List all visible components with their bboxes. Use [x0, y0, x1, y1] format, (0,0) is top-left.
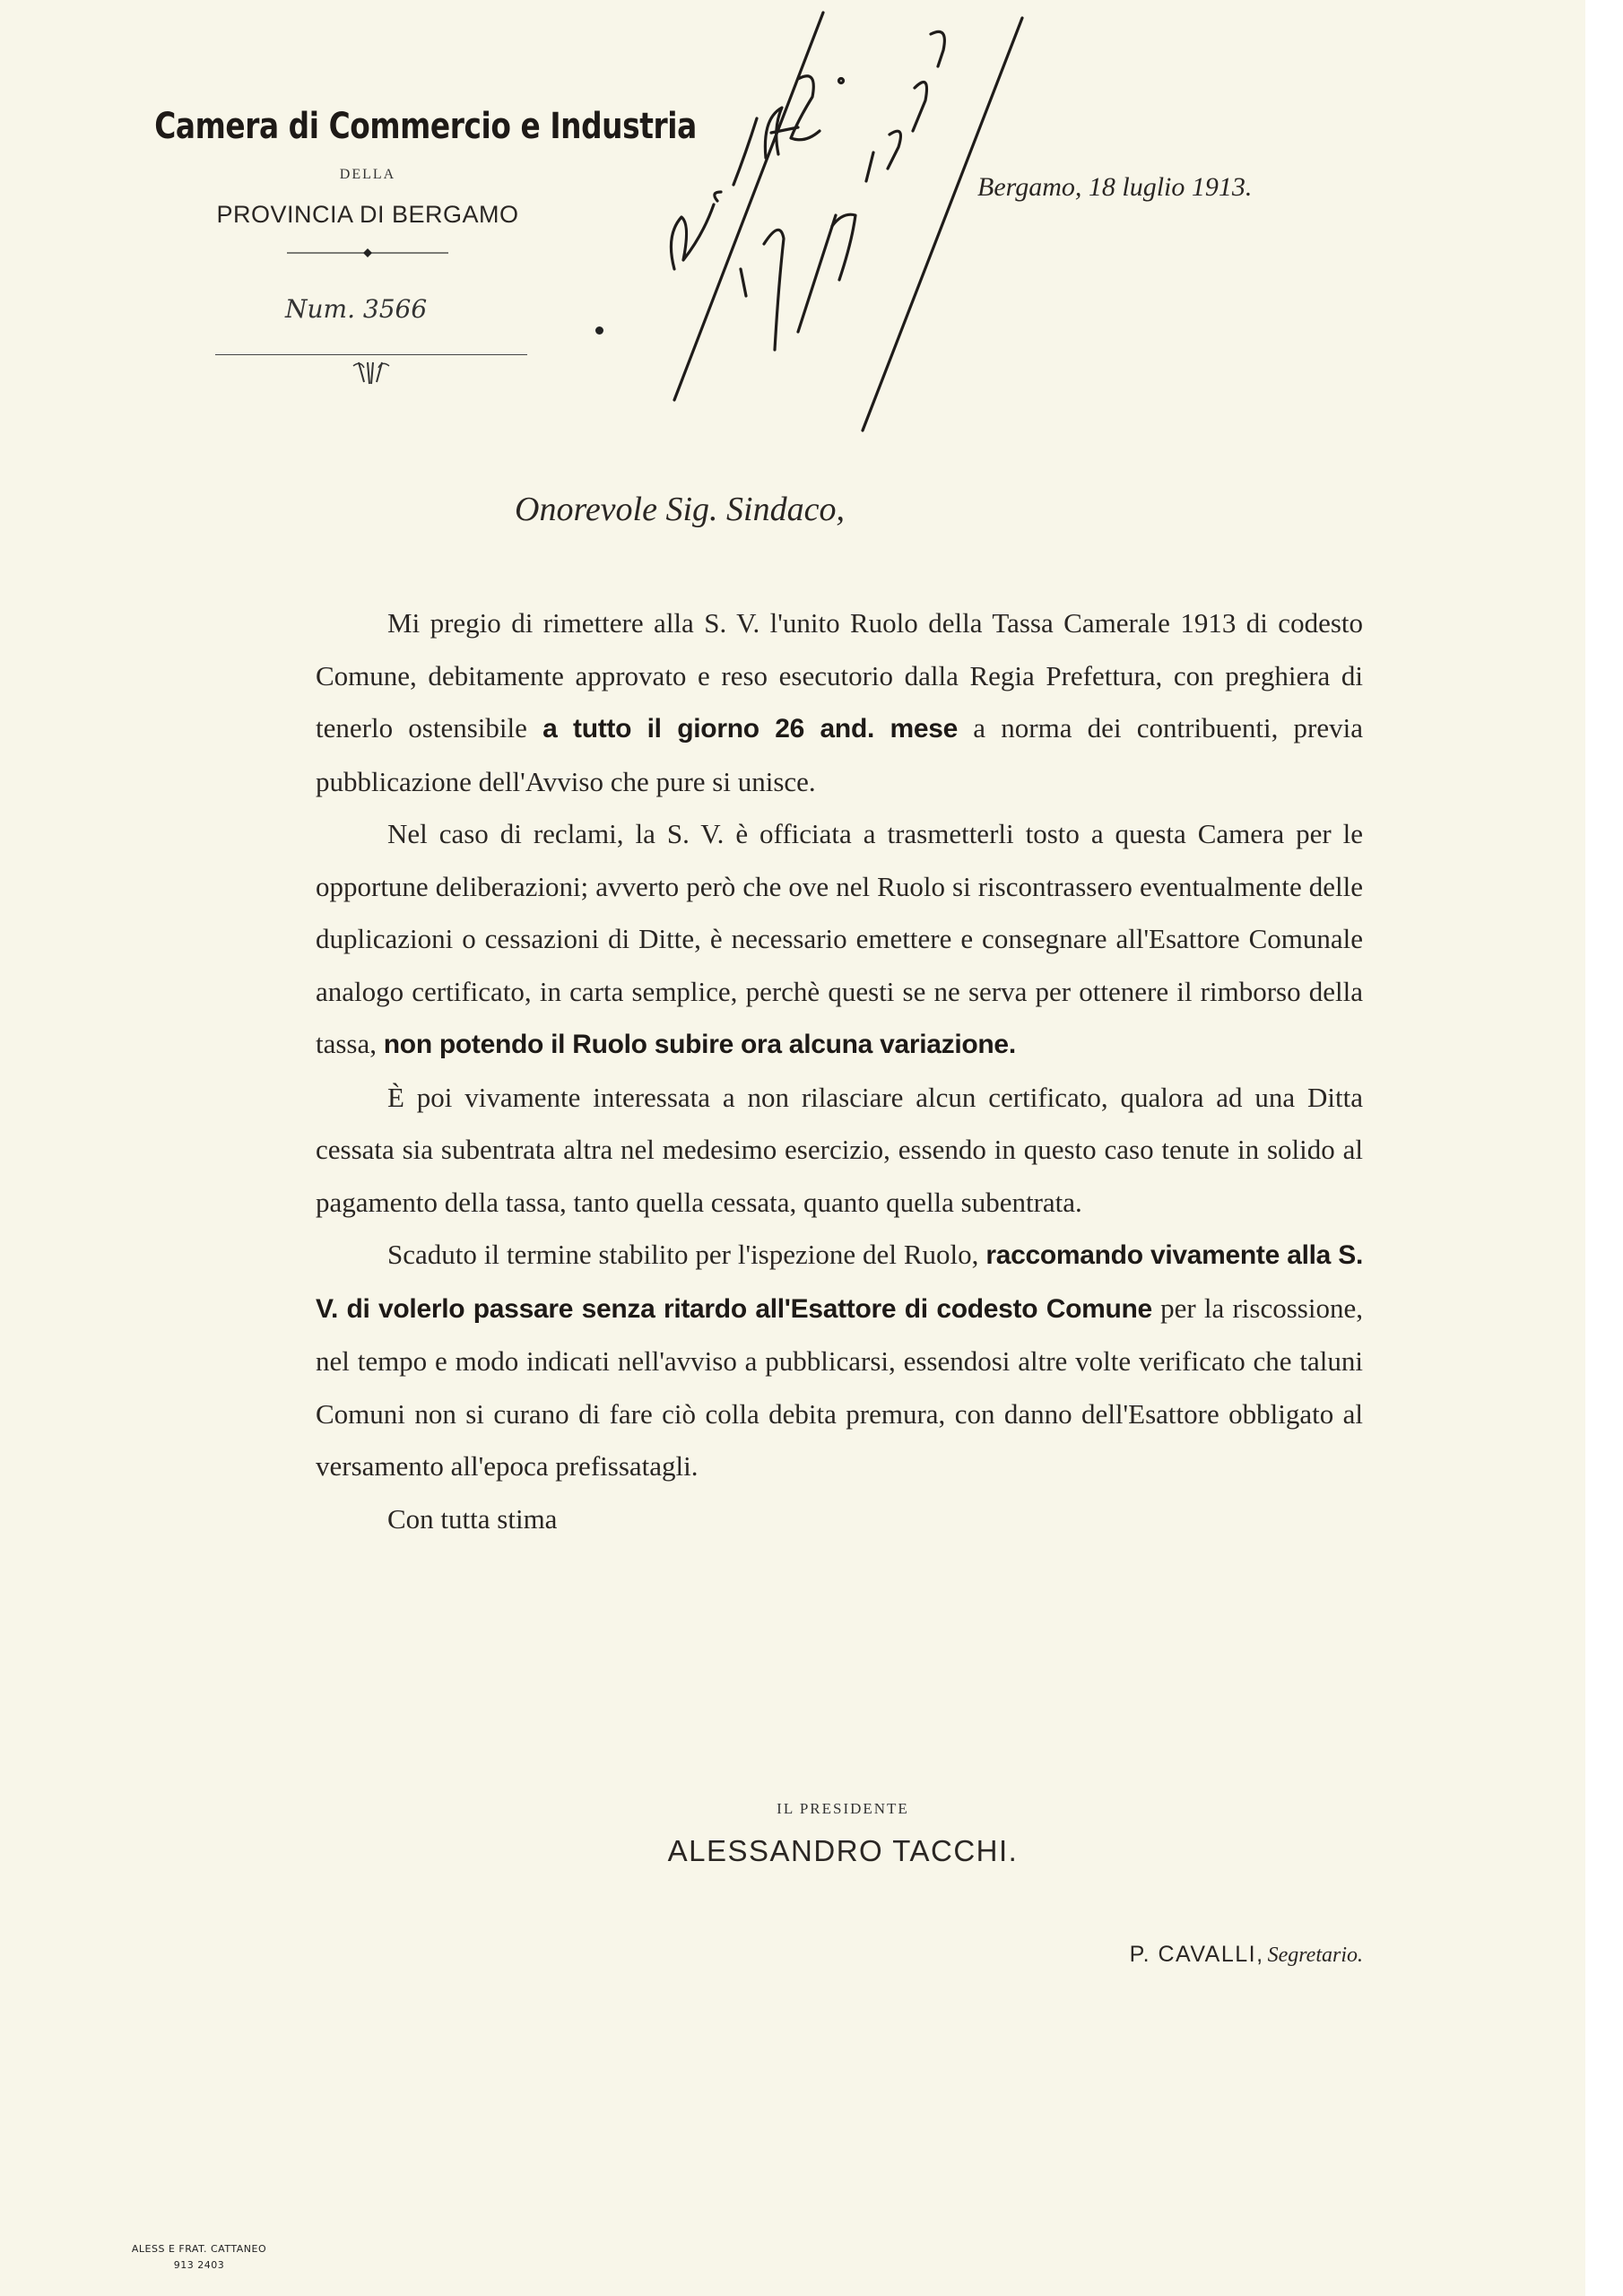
paragraph-2-bold: non potendo il Ruolo subire ora alcuna variazione.: [383, 1030, 1016, 1059]
printer-imprint: [109, 2241, 289, 2274]
paragraph-1: [316, 597, 1363, 808]
closing-line: Con tutta stima: [387, 1502, 558, 1535]
paragraph-1-text-a: Mi pregio di rimettere alla S. V. l'unito Ruolo della Tassa Camerale 1913 di codesto Comune, debitamente approvato e reso esecutorio dalla Regia Prefettura, con preghiera di tenerlo ostensibile: [316, 607, 1363, 744]
secretary-name: P. CAVALLI,: [1129, 1942, 1264, 1967]
paragraph-4-text-b: per la riscossione, nel tempo e modo indicati nell'avviso a pubblicarsi, essendosi altre volte verificato che taluni Comuni non si curano di fare ciò colla debita premura, con danno dell'Esattore obbligato al versamento all'epoca prefissatagli.: [316, 1292, 1363, 1482]
place-and-date: Bergamo, 18 luglio 1913.: [977, 172, 1253, 202]
paragraph-1-bold: a tutto il giorno 26 and. mese: [542, 714, 959, 744]
secretary-role: Segretario.: [1267, 1944, 1363, 1967]
flourish-ornament: [350, 361, 393, 386]
paragraph-3: È poi vivamente interessata a non rilasciare alcun certificato, qualora ad una Ditta cessata sia subentrata altra nel medesimo esercizio, essendo in questo caso tenute in solido al pagamento della tassa, tanto quella cessata, quanto quella subentrata.: [316, 1081, 1363, 1218]
letterhead-organization: Camera di Commercio e Industria: [154, 106, 697, 147]
paragraph-4: [316, 1229, 1363, 1493]
paragraph-1-text-b: a norma dei contribuenti, previa pubblicazione dell'Avviso che pure si unisce.: [316, 712, 1364, 797]
paragraph-4-text-a: Scaduto il termine stabilito per l'ispezione del Ruolo,: [387, 1239, 979, 1270]
paragraph-2: [316, 808, 1363, 1072]
ink-dot: [595, 326, 603, 335]
signature-label: IL PRESIDENTE: [777, 1800, 909, 1817]
letterhead-della: DELLA: [339, 167, 396, 182]
letterhead-divider: [215, 354, 527, 355]
letterhead-ornament: [287, 244, 448, 262]
letter-body: [316, 597, 1363, 1545]
salutation: Onorevole Sig. Sindaco,: [515, 491, 845, 528]
printer-name: ALESS E FRAT. CATTANEO: [131, 2243, 267, 2255]
signatory-name: ALESSANDRO TACCHI.: [667, 1834, 1019, 1867]
protocol-number: Num. 3566: [285, 294, 428, 324]
letterhead-province: PROVINCIA DI BERGAMO: [216, 201, 519, 228]
handwritten-annotation: [628, 0, 1049, 448]
paragraph-2-text-a: Nel caso di reclami, la S. V. è officiata a trasmetterli tosto a questa Camera per le opportune deliberazioni; avverto però che ove nel Ruolo si riscontrassero eventualmente delle duplicazioni o cessazioni di Ditte, è necessario emettere e consegnare all'Esattore Comunale analogo certificato, in carta semplice, perchè questi se ne serva per ottenere il rimborso della tassa,: [316, 818, 1363, 1059]
paragraph-4-bold: raccomando vivamente alla S. V. di volerlo passare senza ritardo all'Esattore di codesto Comune: [316, 1240, 1363, 1324]
printer-code: 913 2403: [173, 2259, 225, 2271]
secretary-line: [1031, 1942, 1363, 1968]
scan-margin: [1585, 0, 1623, 2296]
